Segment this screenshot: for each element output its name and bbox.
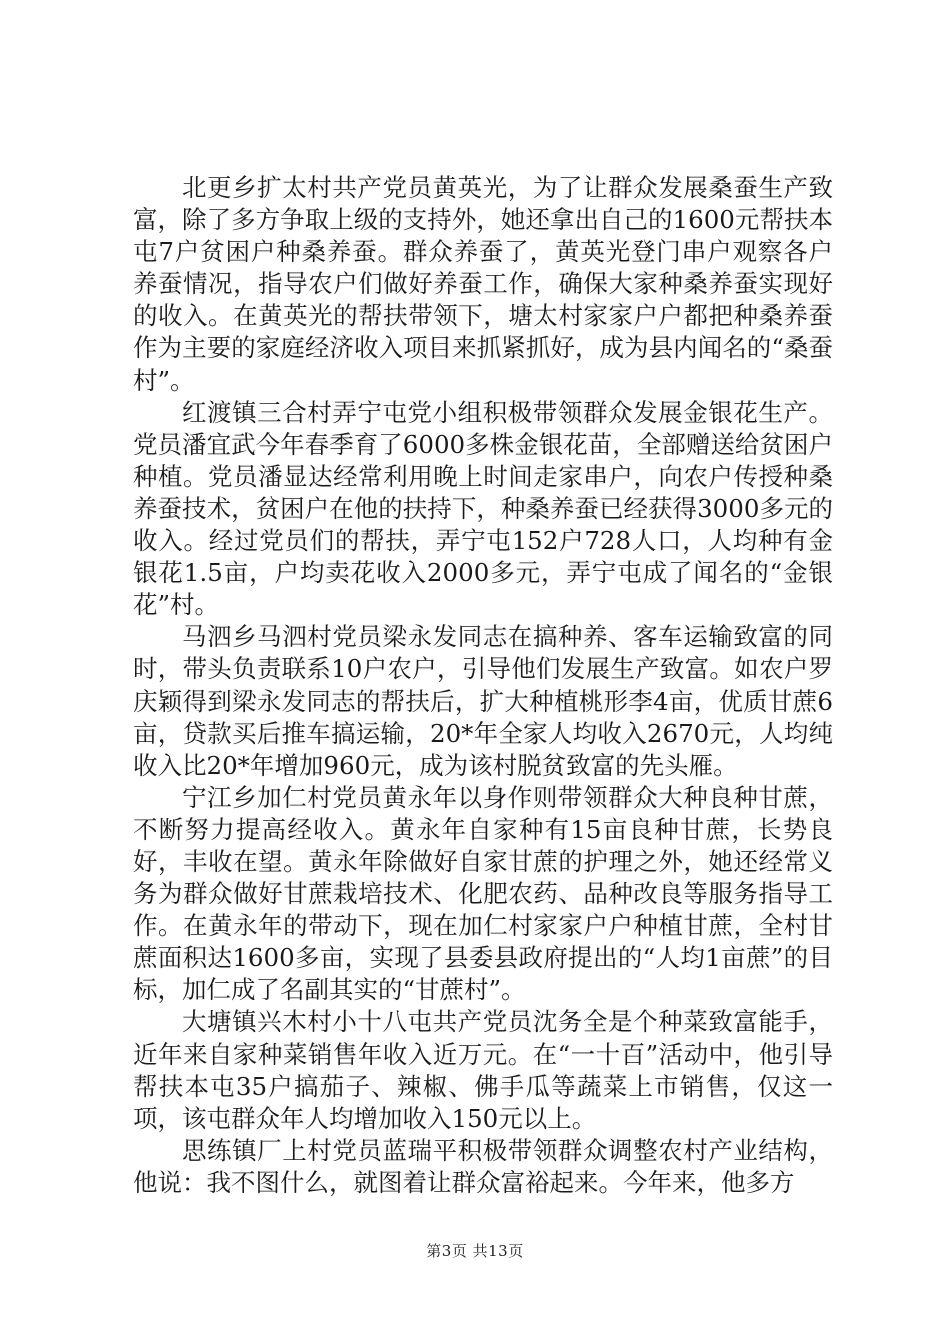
page-footer: 第3页 共13页: [426, 1242, 524, 1260]
paragraph-4: 宁江乡加仁村党员黄永年以身作则带领群众大种良种甘蔗，不断努力提高经收入。黄永年自家种有15亩良种甘蔗，长势良好，丰收在望。黄永年除做好自家甘蔗的护理之外，她还经常义务为群众做好甘蔗栽培技术、化肥农药、品种改良等服务指导工作。在黄永年的带动下，现在加仁村家家户户种植甘蔗，全村甘蔗面积达1600多亩，实现了县委县政府提出的“人均1亩蔗”的目标，加仁成了名副其实的“甘蔗村”。: [133, 782, 833, 1005]
paragraph-5: 大塘镇兴木村小十八屯共产党员沈务全是个种菜致富能手，近年来自家种菜销售年收入近万元。在“一十百”活动中，他引导帮扶本屯35户搞茄子、辣椒、佛手瓜等蔬菜上市销售，仅这一项，该屯群众年人均增加收入150元以上。: [133, 1007, 833, 1133]
paragraph-1: 北更乡扩太村共产党员黄英光，为了让群众发展桑蚕生产致富，除了多方争取上级的支持外，她还拿出自己的1600元帮扶本屯7户贫困户种桑养蚕。群众养蚕了，黄英光登门串户观察各户养蚕情况，指导农户们做好养蚕工作，确保大家种桑养蚕实现好的收入。在黄英光的帮扶带领下，塘太村家家户户都把种桑养蚕作为主要的家庭经济收入项目来抓紧抓好，成为县内闻名的“桑蚕村”。: [133, 173, 833, 395]
paragraph-6: 思练镇厂上村党员蓝瑞平积极带领群众调整农村产业结构，他说：我不图什么，就图着让群众富裕起来。今年来，他多方: [133, 1135, 833, 1197]
paragraph-3: 马泗乡马泗村党员梁永发同志在搞种养、客车运输致富的同时，带头负责联系10户农户，引导他们发展生产致富。如农户罗庆颖得到梁永发同志的帮扶后，扩大种植桃形李4亩，优质甘蔗6亩，贷款买后推车搞运输，20*年全家人均收入2670元，人均纯收入比20*年增加960元，成为该村脱贫致富的先头雁。: [133, 622, 833, 780]
paragraph-2: 红渡镇三合村弄宁屯党小组积极带领群众发展金银花生产。党员潘宜武今年春季育了6000多株金银花苗，全部赠送给贫困户种植。党员潘显达经常利用晚上时间走家串户，向农户传授种桑养蚕技术，贫困户在他的扶持下，种桑养蚕已经获得3000多元的收入。经过党员们的帮扶，弄宁屯152户728人口，人均种有金银花1.5亩，户均卖花收入2000多元，弄宁屯成了闻名的“金银花”村。: [133, 397, 833, 620]
body-text: [133, 172, 833, 1199]
